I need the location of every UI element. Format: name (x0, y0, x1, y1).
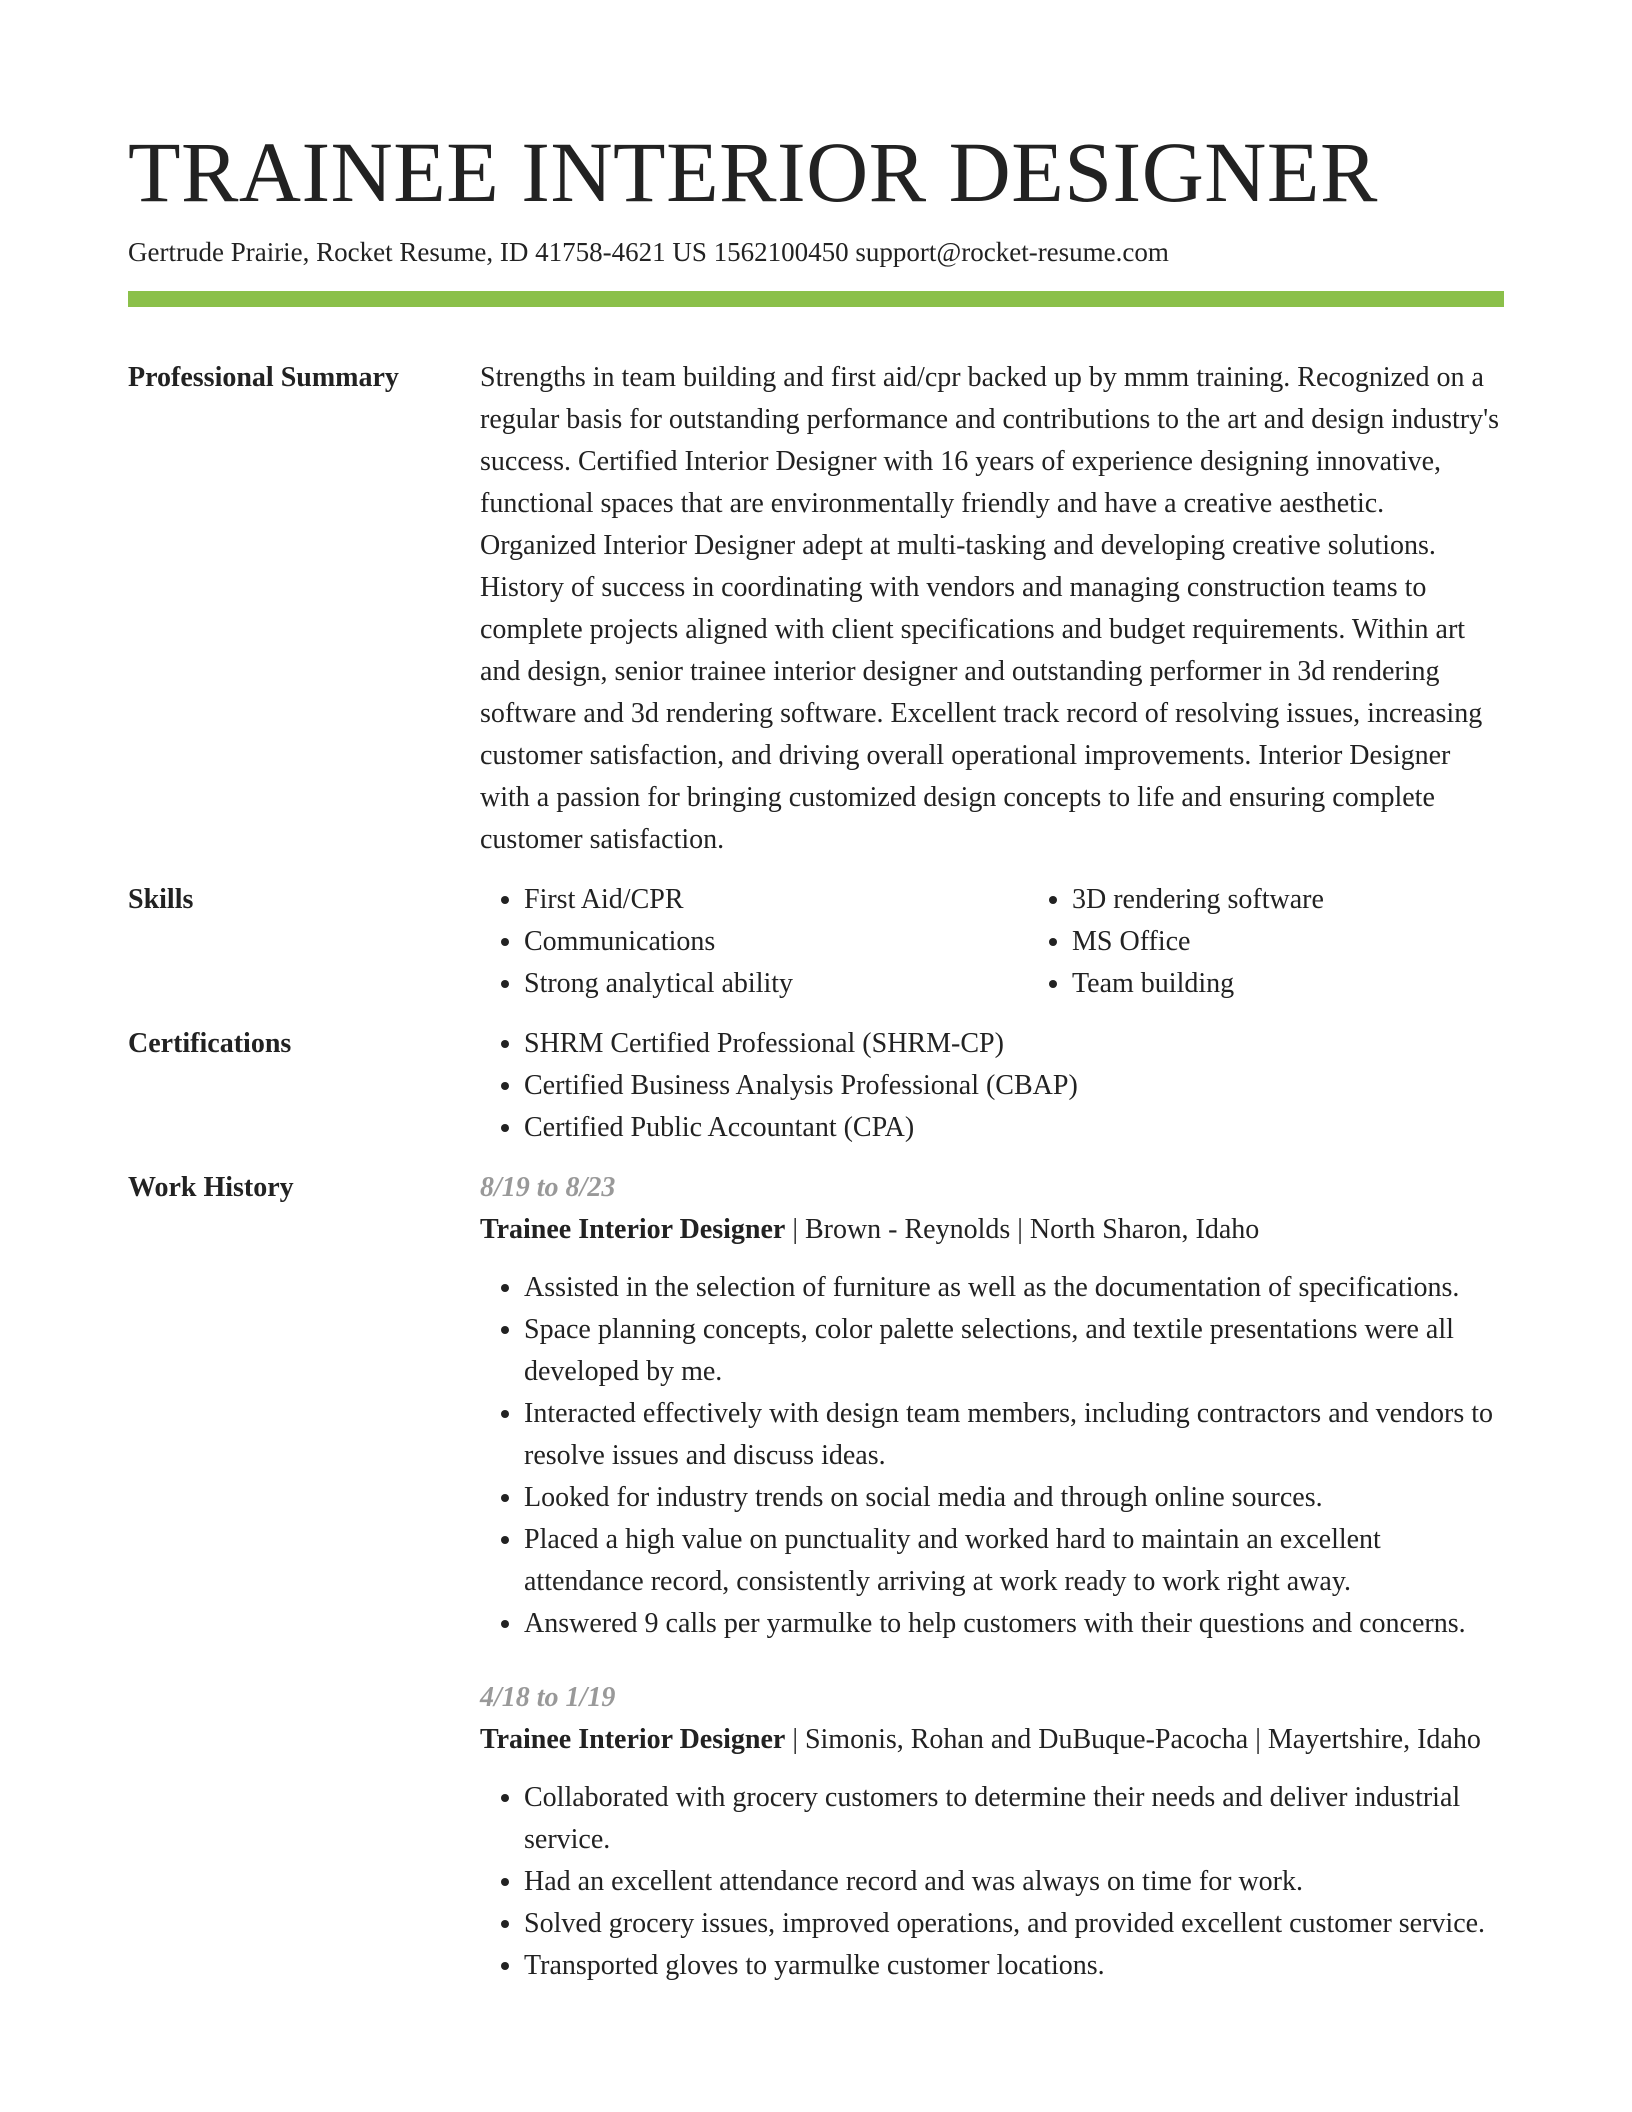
certification-item: • Certified Public Accountant (CPA) (524, 1107, 1504, 1149)
certifications-list (480, 1023, 1504, 1149)
certification-item: • SHRM Certified Professional (SHRM-CP) (524, 1023, 1504, 1065)
job-duty: • Transported gloves to yarmulke customer locations. (524, 1945, 1504, 1987)
certifications-body (480, 1023, 1504, 1149)
resume-page (128, 122, 1504, 1987)
skill-item: • Team building (1072, 963, 1576, 1005)
summary-text: Strengths in team building and first aid/cpr backed up by mmm training. Recognized on a regular basis for outstanding performance and contributions to the art and design industry's success. Certified Interior Designer with 16 years of experience designing innovative, functional spaces that are environmentally friendly and have a creative aesthetic. Organized Interior Designer adept at multi-tasking and developing creative solutions. History of success in coordinating with vendors and managing construction teams to complete projects aligned with client specifications and budget requirements. Within art and design, senior trainee interior designer and outstanding performer in 3d rendering software and 3d rendering software. Excellent track record of resolving issues, increasing customer satisfaction, and driving overall operational improvements. Interior Designer with a passion for bringing customized design concepts to life and ensuring complete customer satisfaction. (480, 362, 1500, 855)
job-header (480, 1209, 1504, 1251)
skill-item: • MS Office (1072, 921, 1576, 963)
job-title: Trainee Interior Designer (480, 1724, 786, 1755)
job-duty: • Looked for industry trends on social media and through online sources. (524, 1477, 1504, 1519)
header-divider (128, 291, 1504, 307)
certifications-section (128, 1023, 1504, 1149)
summary-section (128, 357, 1504, 861)
job-duty: • Had an excellent attendance record and was always on time for work. (524, 1861, 1504, 1903)
job-duty: • Solved grocery issues, improved operations, and provided excellent customer service. (524, 1903, 1504, 1945)
skills-list-right (1028, 879, 1576, 1005)
resume-title: TRAINEE INTERIOR DESIGNER (128, 124, 1378, 220)
job-title: Trainee Interior Designer (480, 1214, 786, 1245)
certification-item: • Certified Business Analysis Professional (CBAP) (524, 1065, 1504, 1107)
job-duty: • Placed a high value on punctuality and worked hard to maintain an excellent attendance record, consistently arriving at work ready to work right away. (524, 1519, 1504, 1603)
work-history-heading: Work History (128, 1172, 294, 1203)
job-duty: • Assisted in the selection of furniture as well as the documentation of specifications. (524, 1267, 1504, 1309)
skill-item: • 3D rendering software (1072, 879, 1576, 921)
job-duty: • Collaborated with grocery customers to determine their needs and deliver industrial service. (524, 1777, 1504, 1861)
job-duties-list (480, 1777, 1504, 1987)
job-duty: • Interacted effectively with design team members, including contractors and vendors to resolve issues and discuss ideas. (524, 1393, 1504, 1477)
job-entry (480, 1167, 1504, 1645)
job-duties-list (480, 1267, 1504, 1645)
certifications-heading: Certifications (128, 1028, 292, 1059)
job-dates: 8/19 to 8/23 (480, 1172, 616, 1203)
summary-body (480, 357, 1504, 861)
skills-heading: Skills (128, 884, 194, 915)
job-duty: • Answered 9 calls per yarmulke to help customers with their questions and concerns. (524, 1603, 1504, 1645)
job-header (480, 1719, 1504, 1761)
job-dates: 4/18 to 1/19 (480, 1682, 616, 1713)
work-history-body (480, 1167, 1504, 1987)
work-history-section (128, 1167, 1504, 1987)
skill-item: • Strong analytical ability (524, 963, 1028, 1005)
job-details: | Brown - Reynolds | North Sharon, Idaho (785, 1214, 1260, 1245)
skill-item: • First Aid/CPR (524, 879, 1028, 921)
skills-section (128, 879, 1504, 1005)
job-duty: • Space planning concepts, color palette selections, and textile presentations were all developed by me. (524, 1309, 1504, 1393)
job-entry (480, 1677, 1504, 1987)
contact-line: Gertrude Prairie, Rocket Resume, ID 41758-4621 US 1562100450 support@rocket-resume.com (128, 237, 1169, 267)
skills-columns (480, 879, 1576, 1005)
skills-list-left (480, 879, 1028, 1005)
summary-heading: Professional Summary (128, 362, 399, 393)
skill-item: • Communications (524, 921, 1028, 963)
job-details: | Simonis, Rohan and DuBuque-Pacocha | Mayertshire, Idaho (785, 1724, 1481, 1755)
